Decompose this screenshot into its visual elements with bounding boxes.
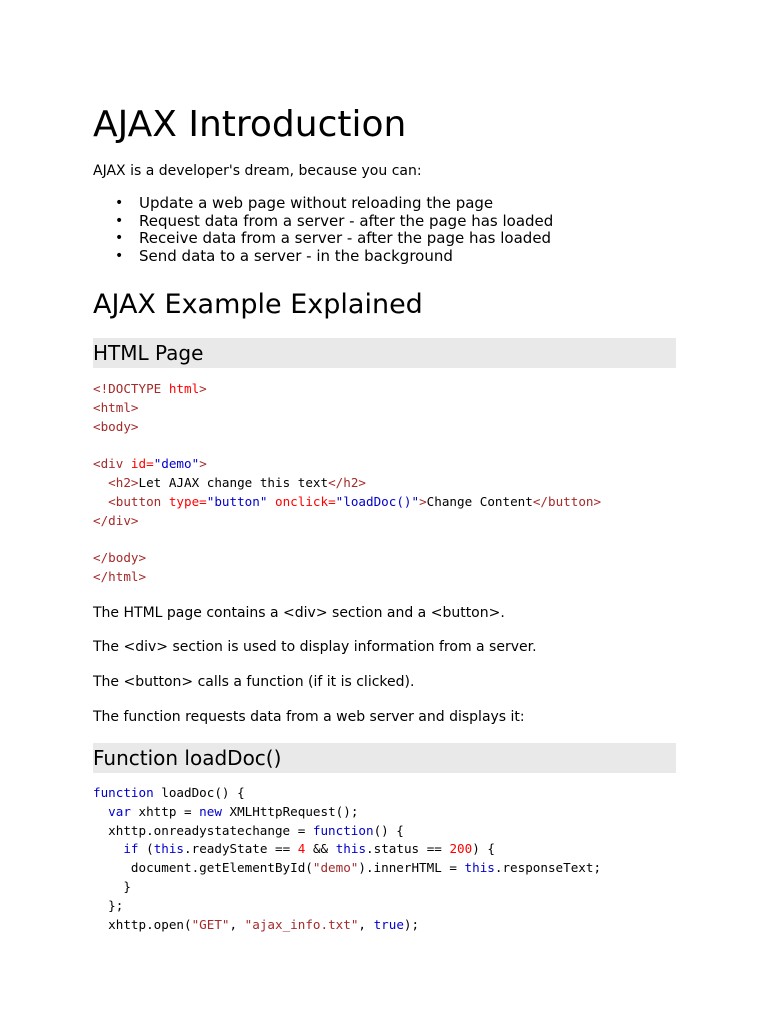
html-page-heading: HTML Page bbox=[93, 341, 204, 365]
paragraph: The <button> calls a function (if it is clicked). bbox=[93, 674, 415, 690]
paragraph: The function requests data from a web server and displays it: bbox=[93, 709, 525, 725]
benefits-list bbox=[93, 195, 553, 266]
html-code-block: <!DOCTYPE html> <html> <body> <div id="demo"> <h2>Let AJAX change this text</h2> <button type="button" onclick="loadDoc()">Change Content</button> </div> </body> </html> bbox=[93, 381, 602, 584]
example-heading: AJAX Example Explained bbox=[93, 289, 423, 320]
bullet-icon: • bbox=[115, 248, 124, 265]
list-item: • Receive data from a server - after the page has loaded bbox=[115, 229, 552, 248]
bullet-icon: • bbox=[115, 230, 124, 247]
bullet-icon: • bbox=[115, 212, 124, 229]
function-section-header bbox=[93, 743, 676, 773]
bullet-icon: • bbox=[115, 195, 124, 211]
page-title: AJAX Introduction bbox=[93, 104, 407, 145]
list-item: • Send data to a server - in the background bbox=[115, 247, 453, 266]
html-page-section-header bbox=[93, 338, 676, 368]
function-heading: Function loadDoc() bbox=[93, 746, 282, 770]
list-item: • Update a web page without reloading the page bbox=[115, 194, 494, 212]
paragraph: The HTML page contains a <div> section and a <button>. bbox=[93, 605, 505, 621]
js-code-block: function loadDoc() { var xhttp = new XMLHttpRequest(); xhttp.onreadystatechange = function() { if (this.readyState == 4 && this.status == 200) { document.getElementById("demo").innerHTML = this.responseText; } }; xhttp.open("GET", "ajax_info.txt", true); bbox=[93, 785, 602, 932]
paragraph: The <div> section is used to display information from a server. bbox=[93, 639, 537, 655]
list-item: • Request data from a server - after the page has loaded bbox=[115, 211, 554, 230]
intro-text: AJAX is a developer's dream, because you can: bbox=[93, 163, 422, 179]
